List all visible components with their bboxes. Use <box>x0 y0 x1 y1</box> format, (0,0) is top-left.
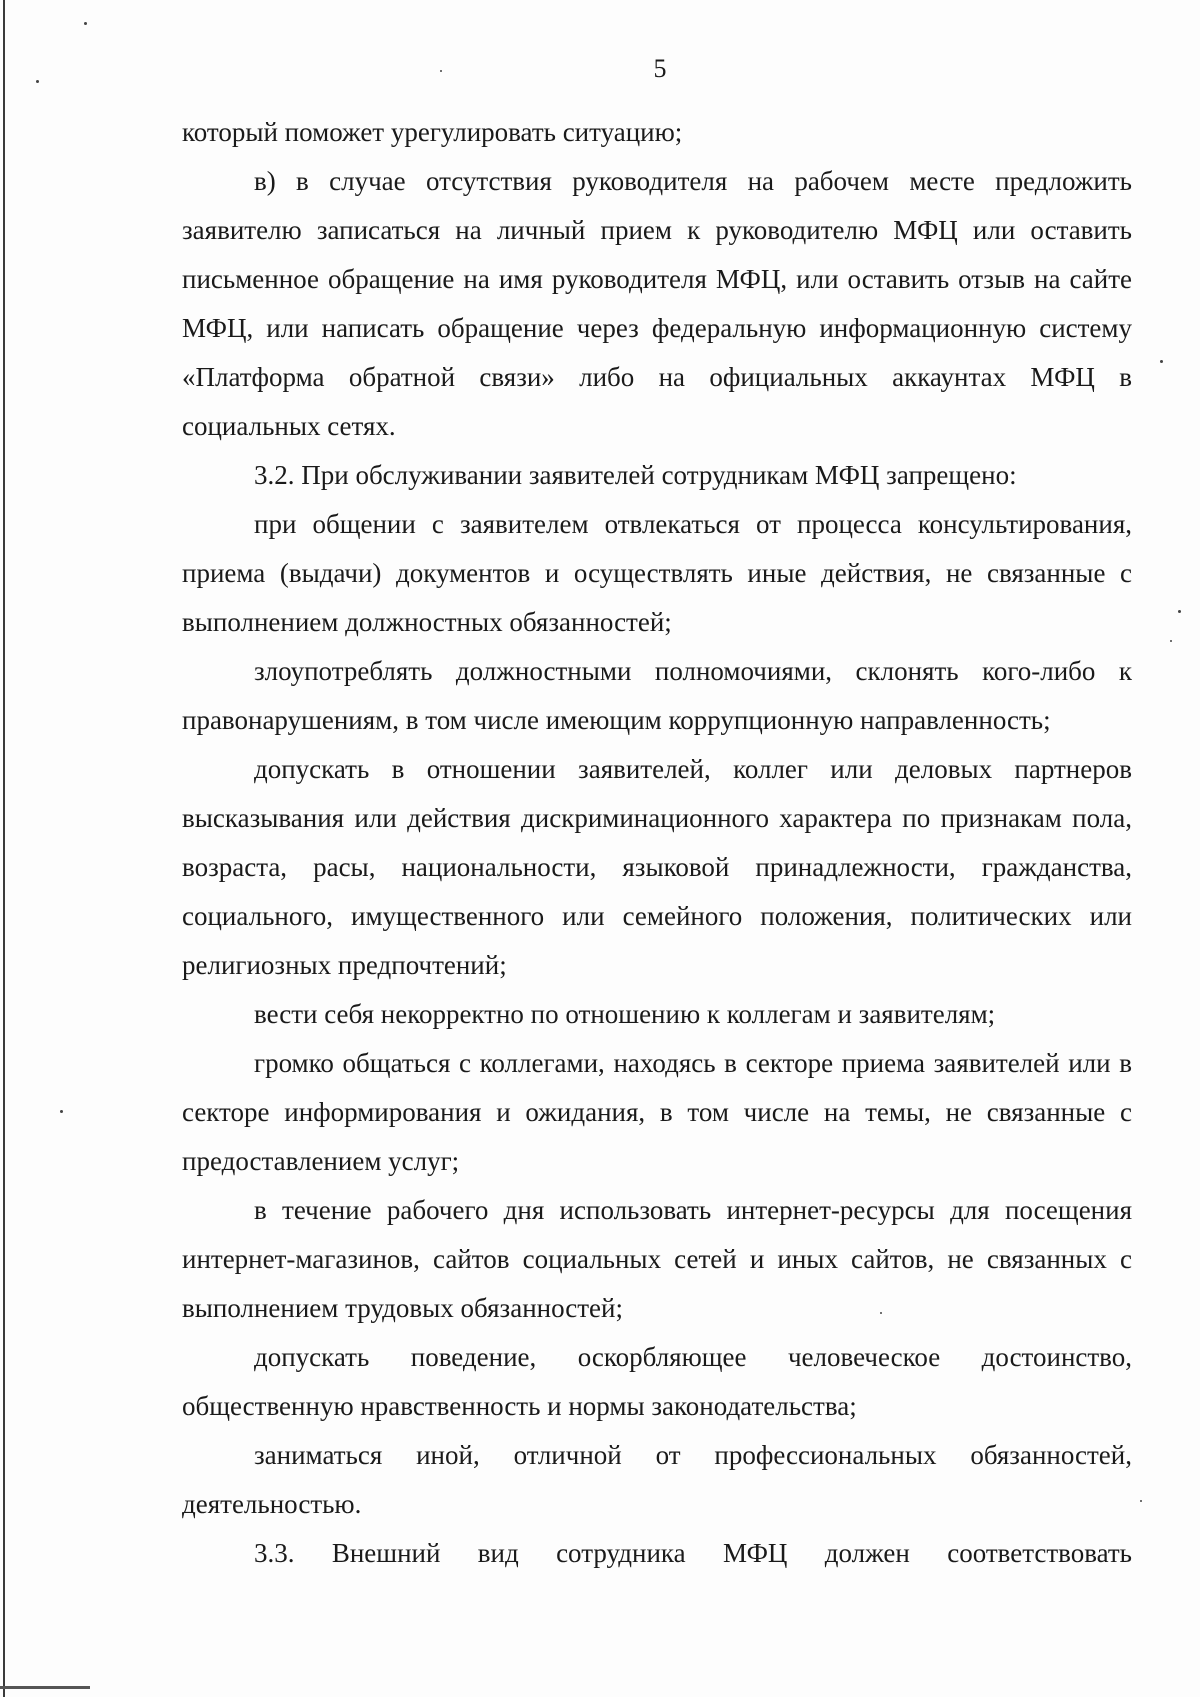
scan-speck <box>36 80 39 83</box>
scan-speck <box>440 70 442 72</box>
paragraph-prohibition-6: в течение рабочего дня использовать интернет-ресурсы для посещения интернет-магазинов, сайтов социальных сетей и иных сайтов, не связанных с выполнением трудовых обязанностей; <box>182 1195 1132 1323</box>
paragraph-prohibition-4: вести себя некорректно по отношению к коллегам и заявителям; <box>254 999 996 1029</box>
page-edge-line <box>3 0 5 1697</box>
page-number: 5 <box>653 54 667 83</box>
scan-speck <box>1140 1500 1142 1502</box>
scan-speck <box>880 1312 882 1314</box>
paragraph-prohibition-3: допускать в отношении заявителей, коллег или деловых партнеров высказывания или действия дискриминационного характера по признакам пола, возраста, расы, национальности, языковой принадлежности, гражданства, социального, имущественного или семейного положения, политических или религиозных предпочтений; <box>182 754 1132 980</box>
paragraph-continuation: который поможет урегулировать ситуацию; <box>182 117 683 147</box>
scan-speck <box>1178 610 1181 613</box>
scan-speck <box>60 1110 63 1113</box>
scan-speck <box>1170 640 1172 642</box>
paragraph-prohibition-7: допускать поведение, оскорбляющее человеческое достоинство, общественную нравственность и нормы законодательства; <box>182 1342 1132 1421</box>
paragraph-prohibition-8: заниматься иной, отличной от профессиональных обязанностей, деятельностью. <box>182 1440 1132 1519</box>
scan-bottom-mark <box>0 1686 90 1689</box>
scan-speck <box>1160 360 1163 363</box>
paragraph-prohibition-1: при общении с заявителем отвлекаться от процесса консультирования, приема (выдачи) документов и осуществлять иные действия, не связанные с выполнением должностных обязанностей; <box>182 509 1132 637</box>
scan-speck <box>84 22 87 25</box>
paragraph-section-3-3: 3.3. Внешний вид сотрудника МФЦ должен соответствовать <box>254 1538 1132 1568</box>
document-body <box>182 108 1132 1578</box>
paragraph-section-3-2: 3.2. При обслуживании заявителей сотрудникам МФЦ запрещено: <box>254 460 1017 490</box>
paragraph-item-v: в) в случае отсутствия руководителя на рабочем месте предложить заявителю записаться на личный прием к руководителю МФЦ или оставить письменное обращение на имя руководителя МФЦ, или оставить отзыв на сайте МФЦ, или написать обращение через федеральную информационную систему «Платформа обратной связи» либо на официальных аккаунтах МФЦ в социальных сетях. <box>182 166 1132 441</box>
paragraph-prohibition-5: громко общаться с коллегами, находясь в секторе приема заявителей или в секторе информирования и ожидания, в том числе на темы, не связанные с предоставлением услуг; <box>182 1048 1132 1176</box>
paragraph-prohibition-2: злоупотреблять должностными полномочиями, склонять кого-либо к правонарушениям, в том числе имеющим коррупционную направленность; <box>182 656 1132 735</box>
